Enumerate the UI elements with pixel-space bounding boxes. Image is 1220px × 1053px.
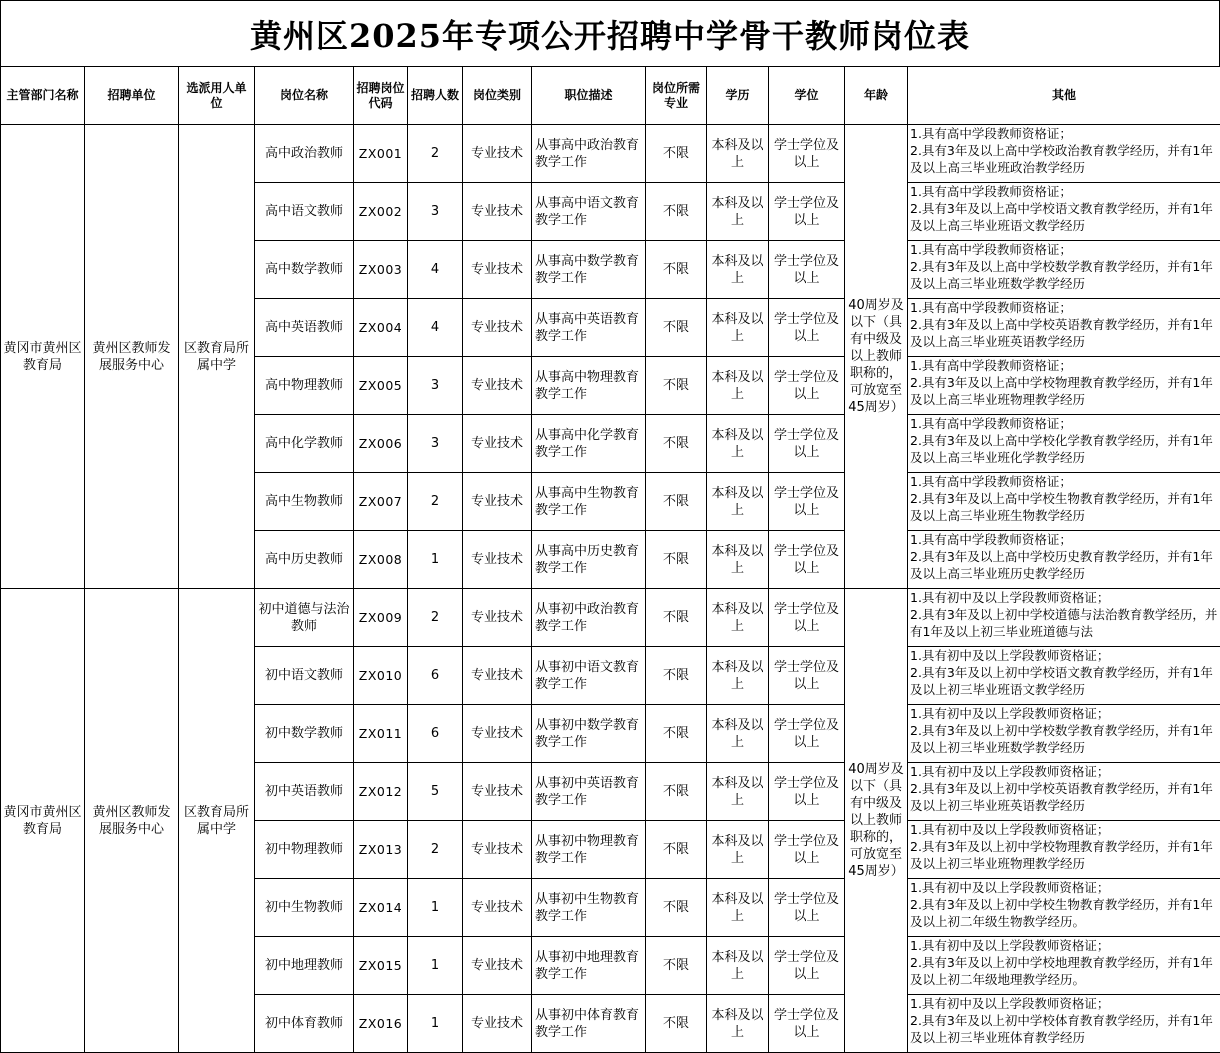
desc-cell: 从事初中政治教育教学工作 — [532, 589, 646, 647]
major-cell: 不限 — [646, 937, 707, 995]
major-cell: 不限 — [646, 879, 707, 937]
edu-cell: 本科及以上 — [707, 183, 769, 241]
count-cell: 3 — [408, 357, 463, 415]
other-requirements: 1.具有初中及以上学段教师资格证； 2.具有3年及以上初中学校生物教育教学经历，并有1年及以上初二年级生物教学经历。 — [910, 880, 1213, 929]
code-cell: ZX009 — [354, 589, 408, 647]
count-cell: 6 — [408, 647, 463, 705]
dispatch-cell: 区教育局所属中学 — [179, 589, 255, 1053]
degree-cell: 学士学位及以上 — [769, 125, 845, 183]
count-cell: 1 — [408, 995, 463, 1053]
position-cell: 初中英语教师 — [255, 763, 354, 821]
edu-cell: 本科及以上 — [707, 415, 769, 473]
position-cell: 高中物理教师 — [255, 357, 354, 415]
other-cell — [908, 879, 1220, 937]
code-cell: ZX001 — [354, 125, 408, 183]
edu-cell: 本科及以上 — [707, 995, 769, 1053]
major-cell: 不限 — [646, 647, 707, 705]
edu-cell: 本科及以上 — [707, 589, 769, 647]
major-cell: 不限 — [646, 299, 707, 357]
count-cell: 4 — [408, 299, 463, 357]
category-cell: 专业技术 — [463, 241, 532, 299]
category-cell: 专业技术 — [463, 531, 532, 589]
other-requirements: 1.具有初中及以上学段教师资格证； 2.具有3年及以上初中学校语文教育教学经历，并有1年及以上初三毕业班语文教学经历 — [910, 648, 1213, 697]
degree-cell: 学士学位及以上 — [769, 299, 845, 357]
unit-cell: 黄州区教师发展服务中心 — [85, 589, 179, 1053]
header-major: 岗位所需专业 — [646, 67, 707, 125]
code-cell: ZX008 — [354, 531, 408, 589]
desc-cell: 从事初中英语教育教学工作 — [532, 763, 646, 821]
header-dispatch: 选派用人单位 — [179, 67, 255, 125]
other-requirements: 1.具有高中学段教师资格证； 2.具有3年及以上高中学校语文教育教学经历，并有1年及以上高三毕业班语文教学经历 — [910, 184, 1213, 233]
other-requirements: 1.具有初中及以上学段教师资格证； 2.具有3年及以上初中学校数学教育教学经历，并有1年及以上初三毕业班数学教学经历 — [910, 706, 1213, 755]
category-cell: 专业技术 — [463, 415, 532, 473]
major-cell: 不限 — [646, 183, 707, 241]
edu-cell: 本科及以上 — [707, 879, 769, 937]
age-cell: 40周岁及以下（具有中级及以上教师职称的，可放宽至45周岁） — [845, 125, 908, 589]
position-cell: 初中地理教师 — [255, 937, 354, 995]
desc-cell: 从事初中地理教育教学工作 — [532, 937, 646, 995]
other-cell — [908, 299, 1220, 357]
category-cell: 专业技术 — [463, 879, 532, 937]
major-cell: 不限 — [646, 821, 707, 879]
other-cell — [908, 183, 1220, 241]
dept-cell: 黄冈市黄州区教育局 — [1, 589, 85, 1053]
desc-cell: 从事初中数学教育教学工作 — [532, 705, 646, 763]
degree-cell: 学士学位及以上 — [769, 241, 845, 299]
count-cell: 1 — [408, 531, 463, 589]
other-requirements: 1.具有高中学段教师资格证； 2.具有3年及以上高中学校数学教育教学经历，并有1年及以上高三毕业班数学教学经历 — [910, 242, 1213, 291]
header-category: 岗位类别 — [463, 67, 532, 125]
code-cell: ZX004 — [354, 299, 408, 357]
degree-cell: 学士学位及以上 — [769, 763, 845, 821]
count-cell: 1 — [408, 879, 463, 937]
desc-cell: 从事初中生物教育教学工作 — [532, 879, 646, 937]
position-cell: 高中数学教师 — [255, 241, 354, 299]
major-cell: 不限 — [646, 357, 707, 415]
edu-cell: 本科及以上 — [707, 821, 769, 879]
degree-cell: 学士学位及以上 — [769, 879, 845, 937]
code-cell: ZX005 — [354, 357, 408, 415]
category-cell: 专业技术 — [463, 357, 532, 415]
degree-cell: 学士学位及以上 — [769, 183, 845, 241]
position-cell: 初中生物教师 — [255, 879, 354, 937]
other-cell — [908, 357, 1220, 415]
degree-cell: 学士学位及以上 — [769, 647, 845, 705]
degree-cell: 学士学位及以上 — [769, 473, 845, 531]
position-cell: 初中道德与法治教师 — [255, 589, 354, 647]
age-cell: 40周岁及以下（具有中级及以上教师职称的，可放宽至45周岁） — [845, 589, 908, 1053]
code-cell: ZX014 — [354, 879, 408, 937]
major-cell: 不限 — [646, 995, 707, 1053]
major-cell: 不限 — [646, 705, 707, 763]
edu-cell: 本科及以上 — [707, 473, 769, 531]
category-cell: 专业技术 — [463, 589, 532, 647]
position-cell: 高中政治教师 — [255, 125, 354, 183]
count-cell: 3 — [408, 415, 463, 473]
category-cell: 专业技术 — [463, 647, 532, 705]
desc-cell: 从事高中化学教育教学工作 — [532, 415, 646, 473]
count-cell: 1 — [408, 937, 463, 995]
header-code: 招聘岗位代码 — [354, 67, 408, 125]
desc-cell: 从事高中历史教育教学工作 — [532, 531, 646, 589]
other-requirements: 1.具有高中学段教师资格证； 2.具有3年及以上高中学校历史教育教学经历，并有1年及以上高三毕业班历史教学经历 — [910, 532, 1213, 581]
dept-cell: 黄冈市黄州区教育局 — [1, 125, 85, 589]
position-cell: 初中语文教师 — [255, 647, 354, 705]
category-cell: 专业技术 — [463, 183, 532, 241]
position-cell: 高中化学教师 — [255, 415, 354, 473]
table-row — [1, 125, 1220, 183]
count-cell: 2 — [408, 125, 463, 183]
other-cell — [908, 937, 1220, 995]
major-cell: 不限 — [646, 589, 707, 647]
code-cell: ZX012 — [354, 763, 408, 821]
code-cell: ZX007 — [354, 473, 408, 531]
other-cell — [908, 531, 1220, 589]
other-requirements: 1.具有初中及以上学段教师资格证； 2.具有3年及以上初中学校物理教育教学经历，并有1年及以上初三毕业班物理教学经历 — [910, 822, 1213, 871]
header-position: 岗位名称 — [255, 67, 354, 125]
edu-cell: 本科及以上 — [707, 763, 769, 821]
position-cell: 初中体育教师 — [255, 995, 354, 1053]
desc-cell: 从事高中语文教育教学工作 — [532, 183, 646, 241]
desc-cell: 从事初中语文教育教学工作 — [532, 647, 646, 705]
header-age: 年龄 — [845, 67, 908, 125]
degree-cell: 学士学位及以上 — [769, 821, 845, 879]
other-requirements: 1.具有初中及以上学段教师资格证； 2.具有3年及以上初中学校体育教育教学经历，并有1年及以上初三毕业班体育教学经历 — [910, 996, 1213, 1045]
dispatch-cell: 区教育局所属中学 — [179, 125, 255, 589]
table-row — [1, 589, 1220, 647]
other-requirements: 1.具有高中学段教师资格证； 2.具有3年及以上高中学校化学教育教学经历，并有1年及以上高三毕业班化学教学经历 — [910, 416, 1213, 465]
other-requirements: 1.具有高中学段教师资格证； 2.具有3年及以上高中学校物理教育教学经历，并有1年及以上高三毕业班物理教学经历 — [910, 358, 1213, 407]
other-cell — [908, 647, 1220, 705]
header-unit: 招聘单位 — [85, 67, 179, 125]
code-cell: ZX006 — [354, 415, 408, 473]
desc-cell: 从事高中生物教育教学工作 — [532, 473, 646, 531]
desc-cell: 从事高中数学教育教学工作 — [532, 241, 646, 299]
code-cell: ZX011 — [354, 705, 408, 763]
category-cell: 专业技术 — [463, 705, 532, 763]
desc-cell: 从事初中体育教育教学工作 — [532, 995, 646, 1053]
header-other: 其他 — [908, 67, 1220, 125]
major-cell: 不限 — [646, 763, 707, 821]
count-cell: 2 — [408, 821, 463, 879]
major-cell: 不限 — [646, 415, 707, 473]
major-cell: 不限 — [646, 531, 707, 589]
category-cell: 专业技术 — [463, 473, 532, 531]
count-cell: 3 — [408, 183, 463, 241]
edu-cell: 本科及以上 — [707, 647, 769, 705]
other-cell — [908, 821, 1220, 879]
other-cell — [908, 473, 1220, 531]
position-cell: 高中英语教师 — [255, 299, 354, 357]
degree-cell: 学士学位及以上 — [769, 995, 845, 1053]
count-cell: 5 — [408, 763, 463, 821]
desc-cell: 从事高中英语教育教学工作 — [532, 299, 646, 357]
code-cell: ZX013 — [354, 821, 408, 879]
header-dept: 主管部门名称 — [1, 67, 85, 125]
count-cell: 6 — [408, 705, 463, 763]
code-cell: ZX010 — [354, 647, 408, 705]
degree-cell: 学士学位及以上 — [769, 589, 845, 647]
count-cell: 2 — [408, 473, 463, 531]
category-cell: 专业技术 — [463, 821, 532, 879]
edu-cell: 本科及以上 — [707, 241, 769, 299]
unit-cell: 黄州区教师发展服务中心 — [85, 125, 179, 589]
degree-cell: 学士学位及以上 — [769, 705, 845, 763]
page-title: 黄州区2025年专项公开招聘中学骨干教师岗位表 — [0, 0, 1220, 66]
desc-cell: 从事初中物理教育教学工作 — [532, 821, 646, 879]
other-requirements: 1.具有高中学段教师资格证； 2.具有3年及以上高中学校生物教育教学经历，并有1年及以上高三毕业班生物教学经历 — [910, 474, 1213, 523]
edu-cell: 本科及以上 — [707, 357, 769, 415]
other-cell — [908, 995, 1220, 1053]
code-cell: ZX002 — [354, 183, 408, 241]
other-cell — [908, 415, 1220, 473]
count-cell: 2 — [408, 589, 463, 647]
category-cell: 专业技术 — [463, 995, 532, 1053]
other-requirements: 1.具有高中学段教师资格证； 2.具有3年及以上高中学校英语教育教学经历，并有1年及以上高三毕业班英语教学经历 — [910, 300, 1213, 349]
degree-cell: 学士学位及以上 — [769, 531, 845, 589]
position-cell: 初中物理教师 — [255, 821, 354, 879]
other-requirements: 1.具有初中及以上学段教师资格证； 2.具有3年及以上初中学校地理教育教学经历，并有1年及以上初二年级地理教学经历。 — [910, 938, 1213, 987]
other-requirements: 1.具有初中及以上学段教师资格证； 2.具有3年及以上初中学校道德与法治教育教学经历，并有1年及以上初三毕业班道德与法 — [910, 590, 1218, 639]
header-count: 招聘人数 — [408, 67, 463, 125]
edu-cell: 本科及以上 — [707, 705, 769, 763]
edu-cell: 本科及以上 — [707, 299, 769, 357]
positions-table — [0, 66, 1220, 1053]
edu-cell: 本科及以上 — [707, 937, 769, 995]
desc-cell: 从事高中政治教育教学工作 — [532, 125, 646, 183]
major-cell: 不限 — [646, 473, 707, 531]
other-requirements: 1.具有初中及以上学段教师资格证； 2.具有3年及以上初中学校英语教育教学经历，并有1年及以上初三毕业班英语教学经历 — [910, 764, 1213, 813]
edu-cell: 本科及以上 — [707, 531, 769, 589]
desc-cell: 从事高中物理教育教学工作 — [532, 357, 646, 415]
header-desc: 职位描述 — [532, 67, 646, 125]
category-cell: 专业技术 — [463, 937, 532, 995]
category-cell: 专业技术 — [463, 125, 532, 183]
other-cell — [908, 125, 1220, 183]
code-cell: ZX003 — [354, 241, 408, 299]
code-cell: ZX015 — [354, 937, 408, 995]
position-cell: 高中语文教师 — [255, 183, 354, 241]
major-cell: 不限 — [646, 241, 707, 299]
other-cell — [908, 705, 1220, 763]
major-cell: 不限 — [646, 125, 707, 183]
other-requirements: 1.具有高中学段教师资格证； 2.具有3年及以上高中学校政治教育教学经历，并有1年及以上高三毕业班政治教学经历 — [910, 126, 1213, 175]
header-row — [1, 67, 1220, 125]
count-cell: 4 — [408, 241, 463, 299]
edu-cell: 本科及以上 — [707, 125, 769, 183]
other-cell — [908, 763, 1220, 821]
position-cell: 高中生物教师 — [255, 473, 354, 531]
position-cell: 高中历史教师 — [255, 531, 354, 589]
header-edu: 学历 — [707, 67, 769, 125]
position-cell: 初中数学教师 — [255, 705, 354, 763]
degree-cell: 学士学位及以上 — [769, 415, 845, 473]
category-cell: 专业技术 — [463, 763, 532, 821]
category-cell: 专业技术 — [463, 299, 532, 357]
header-degree: 学位 — [769, 67, 845, 125]
degree-cell: 学士学位及以上 — [769, 937, 845, 995]
code-cell: ZX016 — [354, 995, 408, 1053]
other-cell — [908, 241, 1220, 299]
degree-cell: 学士学位及以上 — [769, 357, 845, 415]
other-cell — [908, 589, 1220, 647]
